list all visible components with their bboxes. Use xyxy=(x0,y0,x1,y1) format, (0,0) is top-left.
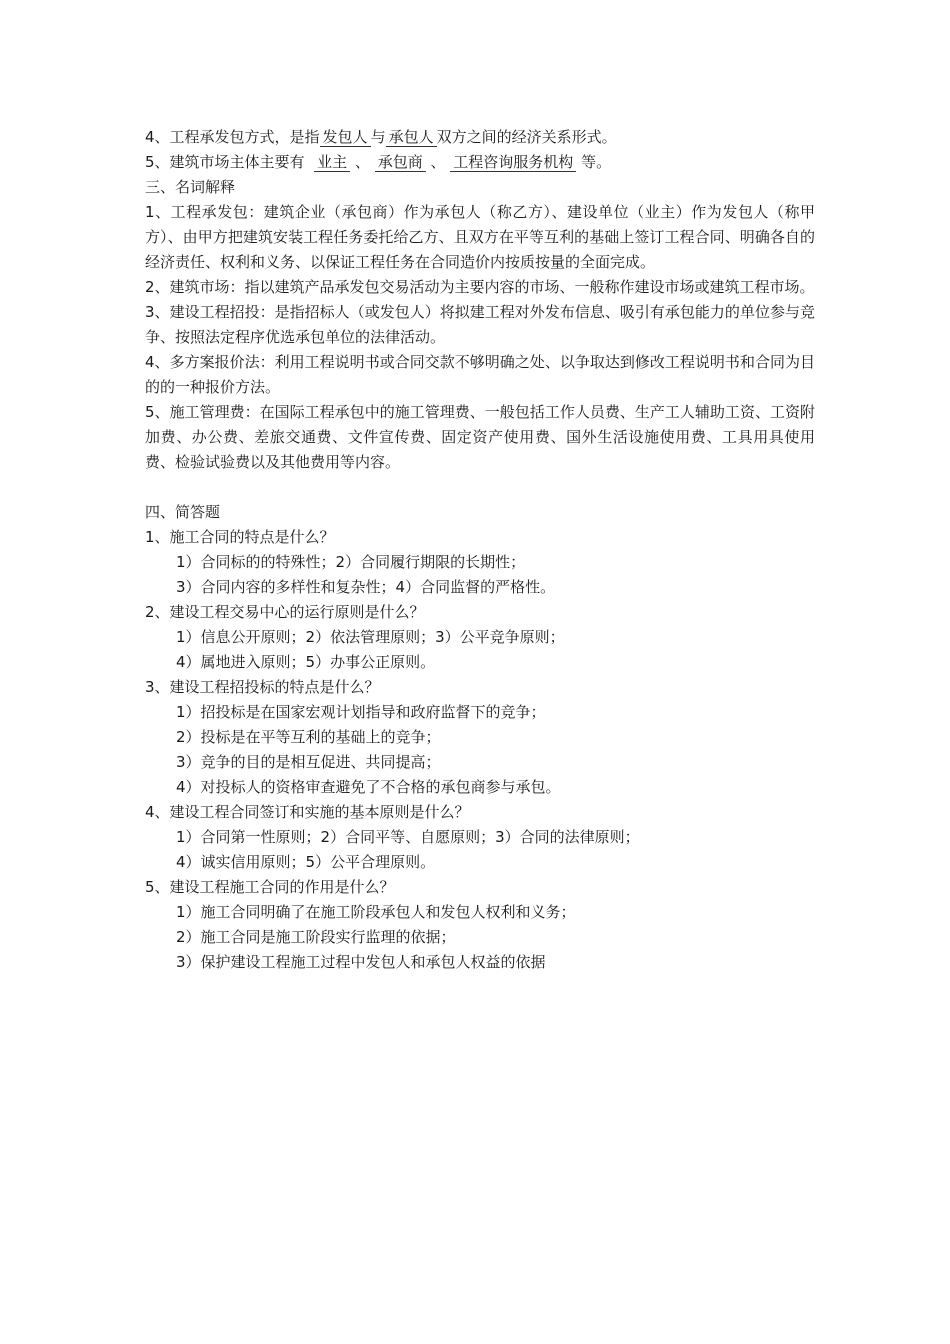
question-2: 2、建设工程交易中心的运行原则是什么？ xyxy=(145,603,425,621)
fill-blank-5-sep-1: 、 xyxy=(354,153,370,171)
term-definition-4: 4、多方案报价法：利用工程说明书或合同交款不够明确之处、以争取达到修改工程说明书和合同为目的的一种报价方法。 xyxy=(145,353,815,396)
answer-line: 3）合同内容的多样性和复杂性；4）合同监督的严格性。 xyxy=(176,578,556,596)
fill-blank-4-answer-2: 承包人 xyxy=(386,128,437,147)
answer-line: 2）投标是在平等互利的基础上的竞争； xyxy=(176,728,441,746)
fill-blank-item-4 xyxy=(145,125,815,150)
fill-blank-5-sep-2: 、 xyxy=(430,153,446,171)
document-page xyxy=(145,125,815,975)
term-definition-3: 3、建设工程招投：是指招标人（或发包人）将拟建工程对外发布信息、吸引有承包能力的单位参与竞争、按照法定程序优选承包单位的法律活动。 xyxy=(145,303,815,346)
section-heading-short-answers: 四、简答题 xyxy=(145,503,221,521)
answer-line: 4）属地进入原则；5）办事公正原则。 xyxy=(176,653,436,671)
fill-blank-5-suffix: 等。 xyxy=(581,153,612,171)
answer-line: 4）对投标人的资格审查避免了不合格的承包商参与承包。 xyxy=(176,778,561,796)
term-definition-5: 5、施工管理费：在国际工程承包中的施工管理费、一般包括工作人员费、生产工人辅助工资、工资附加费、办公费、差旅交通费、文件宣传费、固定资产使用费、国外生活设施使用费、工具用具使用费、检验试验费以及其他费用等内容。 xyxy=(145,403,815,471)
answer-line: 1）信息公开原则；2）依法管理原则；3）公平竞争原则； xyxy=(176,628,565,646)
blank-line xyxy=(145,475,815,500)
term-definition-2: 2、建筑市场：指以建筑产品承发包交易活动为主要内容的市场、一般称作建设市场或建筑工程市场。 xyxy=(145,278,815,296)
fill-blank-5-answer-3: 工程咨询服务机构 xyxy=(450,153,576,172)
question-5: 5、建设工程施工合同的作用是什么？ xyxy=(145,878,395,896)
answer-line: 1）招投标是在国家宏观计划指导和政府监督下的竞争； xyxy=(176,703,546,721)
answer-line: 4）诚实信用原则；5）公平合理原则。 xyxy=(176,853,436,871)
term-definition-1: 1、工程承发包：建筑企业（承包商）作为承包人（称乙方）、建设单位（业主）作为发包人（称甲方）、由甲方把建筑安装工程任务委托给乙方、且双方在平等互利的基础上签订工程合同、明确各自的经济责任、权利和义务、以保证工程任务在合同造价内按质按量的全面完成。 xyxy=(145,203,815,271)
answer-line: 1）合同第一性原则；2）合同平等、自愿原则；3）合同的法律原则； xyxy=(176,828,640,846)
fill-blank-item-5 xyxy=(145,150,815,175)
fill-blank-4-prefix: 4、工程承发包方式，是指 xyxy=(145,128,320,146)
answer-line: 3）保护建设工程施工过程中发包人和承包人权益的依据 xyxy=(176,953,546,971)
fill-blank-4-answer-1: 发包人 xyxy=(320,128,371,147)
answer-line: 2）施工合同是施工阶段实行监理的依据； xyxy=(176,928,456,946)
fill-blank-5-answer-1: 业主 xyxy=(314,153,350,172)
section-heading-terms: 三、名词解释 xyxy=(145,178,236,196)
fill-blank-4-middle: 与 xyxy=(370,128,386,146)
answer-line: 3）竞争的目的是相互促进、共同提高； xyxy=(176,753,441,771)
question-1: 1、施工合同的特点是什么？ xyxy=(145,528,335,546)
answer-line: 1）施工合同明确了在施工阶段承包人和发包人权利和义务； xyxy=(176,903,576,921)
fill-blank-4-suffix: 双方之间的经济关系形式。 xyxy=(436,128,617,146)
question-3: 3、建设工程招投标的特点是什么？ xyxy=(145,678,380,696)
answer-line: 1）合同标的的特殊性；2）合同履行期限的长期性； xyxy=(176,553,526,571)
question-4: 4、建设工程合同签订和实施的基本原则是什么？ xyxy=(145,803,470,821)
fill-blank-5-prefix: 5、建筑市场主体主要有 xyxy=(145,153,305,171)
fill-blank-5-answer-2: 承包商 xyxy=(375,153,426,172)
